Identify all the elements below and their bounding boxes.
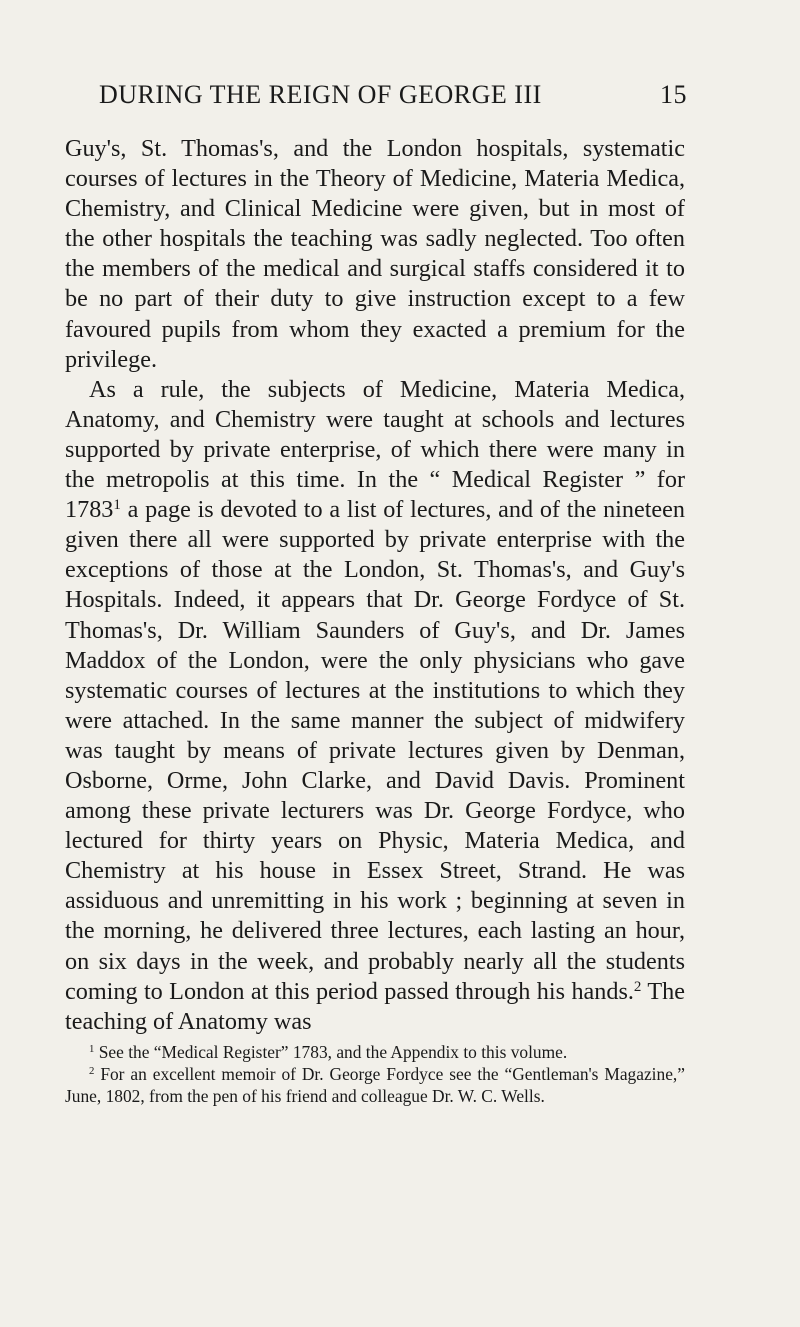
paragraph-2 xyxy=(65,375,685,1037)
paragraph-2-part-c: The teaching of Anatomy was xyxy=(65,977,685,1035)
footnote-2 xyxy=(65,1063,685,1107)
footnote-ref-2: 2 xyxy=(633,978,642,995)
running-title: DURING THE REIGN OF GEORGE III xyxy=(99,80,542,109)
paragraph-2-part-b: a page is devoted to a list of lectures, and of the nineteen given there all were supported by private enterprise with the exceptions of those at the London, St. Thomas's, and Guy's Hospitals. Indeed, it appears that Dr. George Fordyce of St. Thomas's, Dr. William Saunders of Guy's, and Dr. James Maddox of the London, were the only physicians who gave systematic courses of lectures at the institutions to which they were attached. In the same manner the subject of midwifery was taught by means of private lectures given by Denman, Osborne, Orme, John Clarke, and David Davis. Prominent among these private lecturers was Dr. George Fordyce, who lectured for thirty years on Physic, Materia Medica, and Chemistry at his house in Essex Street, Strand. He was assiduous and unremitting in his work ; beginning at seven in the morning, he delivered three lectures, each lasting an hour, on six days in the week, and probably nearly all the students coming to London at this period passed through his hands. xyxy=(65,496,685,1005)
footnotes xyxy=(65,1041,685,1107)
footnote-marker-2: 2 xyxy=(89,1064,95,1077)
book-page xyxy=(65,80,685,1107)
footnote-marker-1: 1 xyxy=(89,1042,95,1055)
body-text xyxy=(65,134,685,1037)
footnote-text-1: See the “Medical Register” 1783, and the Appendix to this volume. xyxy=(94,1041,568,1062)
paragraph-1: Guy's, St. Thomas's, and the London hospitals, systematic courses of lectures in the Theory of Medicine, Materia Medica, Chemistry, and Clinical Medicine were given, but in most of the other hospitals the teaching was sadly neglected. Too often the members of the medical and surgical staffs considered it to be no part of their duty to give instruction except to a few favoured pupils from whom they exacted a premium for the privilege. xyxy=(65,135,685,373)
paragraph-2-part-a: As a rule, the subjects of Medicine, Materia Medica, Anatomy, and Chemistry were taught at schools and lectures supported by private enterprise, of which there were many in the metropolis at this time. In the “ Medical Register ” for 1783 xyxy=(65,375,685,524)
footnote-text-2: For an excellent memoir of Dr. George Fordyce see the “Gentleman's Magazine,” June, 1802, from the pen of his friend and colleague Dr. W. C. Wells. xyxy=(65,1063,685,1106)
running-head xyxy=(65,80,685,120)
page-number: 15 xyxy=(660,80,687,109)
footnote-1 xyxy=(65,1041,685,1063)
footnote-ref-1: 1 xyxy=(113,496,121,513)
